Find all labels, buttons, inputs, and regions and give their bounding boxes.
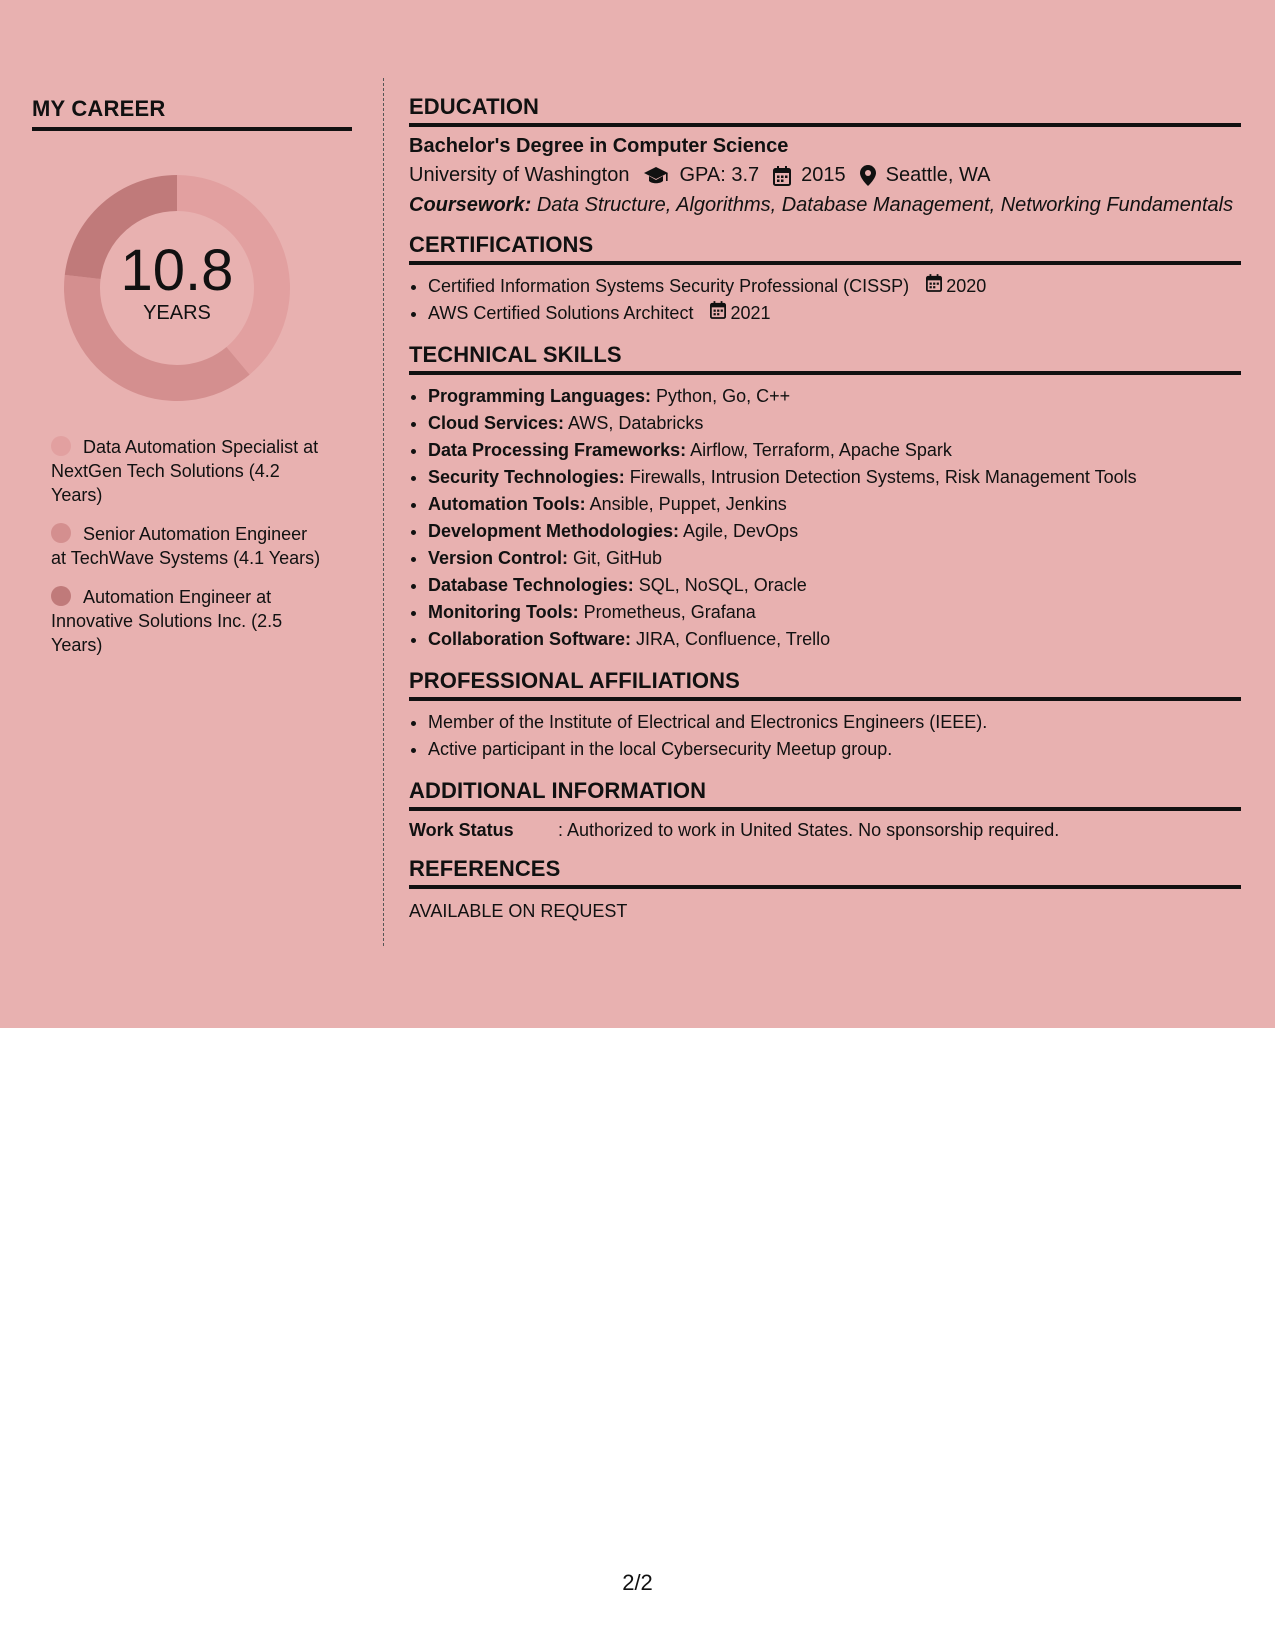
references-text: AVAILABLE ON REQUEST xyxy=(409,901,628,921)
skill-values: Airflow, Terraform, Apache Spark xyxy=(686,440,952,460)
skill-category: Collaboration Software: xyxy=(428,629,632,649)
career-donut-chart xyxy=(62,173,292,403)
calendar-icon xyxy=(926,273,946,300)
legend-item xyxy=(51,585,326,657)
degree-title: Bachelor's Degree in Computer Science xyxy=(409,135,789,157)
legend-item xyxy=(51,435,326,507)
skill-category: Data Processing Frameworks: xyxy=(428,440,687,460)
certification-year: 2021 xyxy=(730,303,771,323)
affiliation-item: • Member of the Institute of Electrical and Electronics Engineers (IEEE). xyxy=(428,709,1241,736)
total-years-unit: YEARS xyxy=(143,301,211,324)
skill-values: AWS, Databricks xyxy=(564,413,704,433)
certification-item xyxy=(428,273,1241,300)
gpa: GPA: 3.7 xyxy=(679,164,760,186)
skill-category: Programming Languages: xyxy=(428,386,652,406)
additional-info-heading: ADDITIONAL INFORMATION xyxy=(409,778,1241,811)
certification-year: 2020 xyxy=(946,276,987,296)
affiliations-heading: PROFESSIONAL AFFILIATIONS xyxy=(409,668,1241,701)
skill-category: Cloud Services: xyxy=(428,413,565,433)
skills-list xyxy=(409,383,1241,653)
legend-item xyxy=(51,522,326,570)
certification-name: AWS Certified Solutions Architect xyxy=(428,303,694,323)
coursework xyxy=(409,194,1241,217)
main-content xyxy=(409,94,1241,922)
calendar-icon xyxy=(773,166,791,186)
legend-label: Automation Engineer at Innovative Solutions Inc. (2.5 Years) xyxy=(51,587,283,655)
legend-label: Data Automation Specialist at NextGen Tech Solutions (4.2 Years) xyxy=(51,437,319,505)
certification-item xyxy=(428,300,1241,327)
legend-label: Senior Automation Engineer at TechWave Systems (4.1 Years) xyxy=(51,524,321,568)
certification-name: Certified Information Systems Security Professional (CISSP) xyxy=(428,276,910,296)
work-status-row xyxy=(409,820,1241,841)
work-status-label: Work Status xyxy=(409,820,514,840)
skill-item xyxy=(428,491,1241,518)
coursework-list: Data Structure, Algorithms, Database Management, Networking Fundamentals xyxy=(536,194,1234,216)
donut-center xyxy=(62,173,292,403)
affiliation-item: • Active participant in the local Cybersecurity Meetup group. xyxy=(428,736,1241,763)
skill-category: Version Control: xyxy=(428,548,569,568)
skill-item xyxy=(428,410,1241,437)
career-legend xyxy=(51,435,326,657)
page-number: 2/2 xyxy=(622,1570,653,1595)
skill-item xyxy=(428,437,1241,464)
skill-values: SQL, NoSQL, Oracle xyxy=(633,575,807,595)
skill-values: Agile, DevOps xyxy=(679,521,799,541)
column-divider xyxy=(383,78,384,946)
skill-category: Development Methodologies: xyxy=(428,521,680,541)
certification-date xyxy=(926,273,986,300)
certifications-list xyxy=(409,273,1241,327)
skill-values: Ansible, Puppet, Jenkins xyxy=(585,494,787,514)
technical-skills-heading: TECHNICAL SKILLS xyxy=(409,342,1241,375)
references-heading: REFERENCES xyxy=(409,856,1241,889)
skill-category: Database Technologies: xyxy=(428,575,634,595)
skill-item xyxy=(428,599,1241,626)
legend-dot xyxy=(51,436,71,456)
skill-item xyxy=(428,518,1241,545)
skill-category: Monitoring Tools: xyxy=(428,602,579,622)
skill-item xyxy=(428,383,1241,410)
skill-item xyxy=(428,464,1241,491)
skill-values: JIRA, Confluence, Trello xyxy=(631,629,831,649)
total-years-value: 10.8 xyxy=(120,237,234,303)
skill-values: Git, GitHub xyxy=(568,548,663,568)
career-panel xyxy=(32,96,352,672)
coursework-label: Coursework: xyxy=(409,194,532,216)
calendar-icon xyxy=(710,300,730,327)
certification-date xyxy=(710,300,770,327)
skill-values: Python, Go, C++ xyxy=(651,386,791,406)
certifications-heading: CERTIFICATIONS xyxy=(409,232,1241,265)
affiliations-list xyxy=(409,709,1241,763)
skill-item xyxy=(428,545,1241,572)
work-status-value: : Authorized to work in United States. No sponsorship required. xyxy=(558,820,1060,840)
skill-category: Automation Tools: xyxy=(428,494,586,514)
legend-dot xyxy=(51,586,71,606)
education-meta xyxy=(409,164,1241,187)
skill-values: Firewalls, Intrusion Detection Systems, Risk Management Tools xyxy=(624,467,1137,487)
education-location: Seattle, WA xyxy=(885,164,991,186)
skill-item xyxy=(428,626,1241,653)
location-pin-icon xyxy=(860,165,876,186)
skill-item xyxy=(428,572,1241,599)
career-heading: MY CAREER xyxy=(32,96,352,131)
school-name: University of Washington xyxy=(409,164,630,186)
graduation-cap-icon xyxy=(643,166,669,186)
graduation-year: 2015 xyxy=(801,164,846,186)
skill-values: Prometheus, Grafana xyxy=(578,602,756,622)
legend-dot xyxy=(51,523,71,543)
skill-category: Security Technologies: xyxy=(428,467,625,487)
education-heading: EDUCATION xyxy=(409,94,1241,127)
